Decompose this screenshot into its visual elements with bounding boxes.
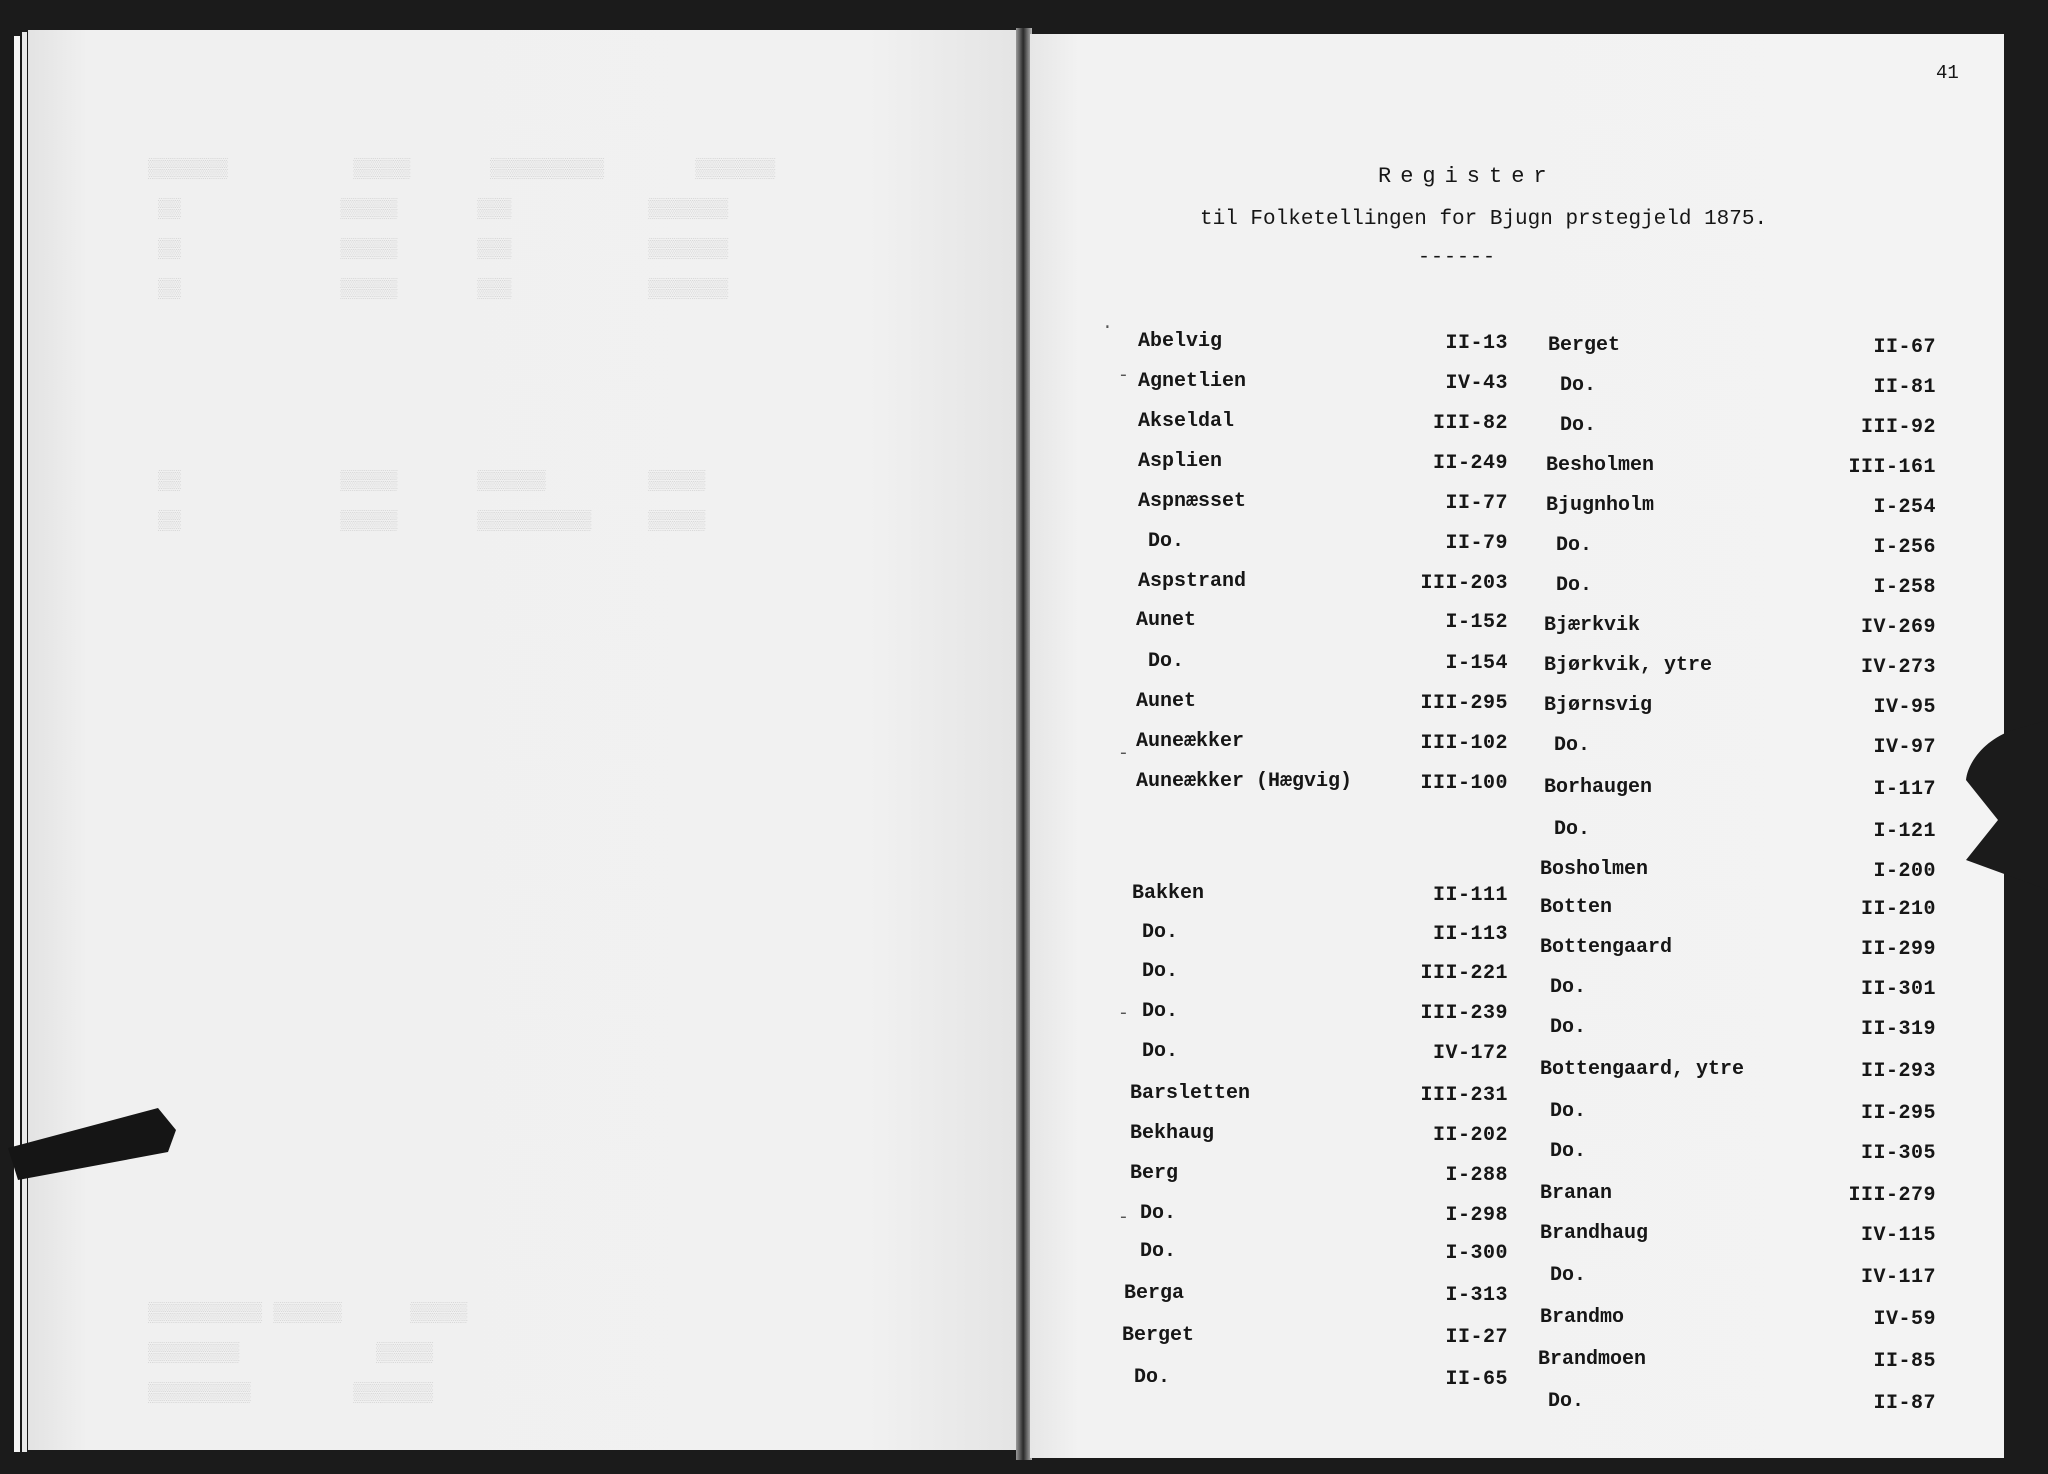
place-name: Barsletten [1130,1082,1251,1105]
census-reference: I-258 [1873,576,1936,599]
census-reference: II-319 [1860,1018,1936,1041]
census-reference: I-200 [1873,860,1936,883]
place-name: Brandmoen [1538,1348,1647,1371]
place-name: Do. [1556,574,1593,597]
place-name: Do. [1142,1000,1179,1023]
census-reference: I-300 [1445,1242,1508,1265]
bleed-through-text: ▒▒ ▒▒▒▒▒ ▒▒▒▒▒▒▒▒▒▒ ▒▒▒▒▒ [158,510,706,532]
bleed-through-text: ▒▒ ▒▒▒▒▒ ▒▒▒ ▒▒▒▒▒▒▒ [158,238,729,260]
place-name: Do. [1134,1366,1171,1389]
census-reference: III-279 [1848,1184,1936,1207]
place-name: Aspnæsset [1138,490,1247,513]
place-name: Do. [1560,414,1597,437]
bleed-through-text: ▒▒▒▒▒▒▒▒▒ ▒▒▒▒▒▒▒ [148,1382,434,1404]
place-name: Do. [1142,1040,1179,1063]
place-name: Do. [1550,1264,1587,1287]
title-rule: ------ [1418,246,1497,269]
place-name: Bjørkvik, ytre [1544,654,1713,677]
census-reference: III-295 [1420,692,1508,715]
census-reference: III-92 [1860,416,1936,439]
census-reference: III-221 [1420,962,1508,985]
census-reference: I-154 [1445,652,1508,675]
place-name: Aspstrand [1138,570,1247,593]
place-name: Besholmen [1546,454,1655,477]
place-name: Bekhaug [1130,1122,1215,1145]
place-name: Aunet [1136,609,1197,632]
register-title: Register [1378,164,1556,189]
census-reference: II-87 [1873,1392,1936,1415]
census-reference: II-305 [1860,1142,1936,1165]
census-reference: II-202 [1432,1124,1508,1147]
census-reference: II-85 [1873,1350,1936,1373]
place-name: Do. [1560,374,1597,397]
pen-mark: - [1118,744,1129,764]
place-name: Do. [1140,1202,1177,1225]
pen-mark: . [1102,314,1113,334]
census-reference: III-100 [1420,772,1508,795]
census-reference: II-299 [1860,938,1936,961]
place-name: Bottengaard [1540,936,1673,959]
place-name: Do. [1548,1390,1585,1413]
place-name: Aunet [1136,690,1197,713]
register-subtitle: til Folketellingen for Bjugn prstegjeld 1875. [1200,208,1768,231]
place-name: Bjørnsvig [1544,694,1653,717]
place-name: Do. [1554,734,1591,757]
place-name: Do. [1550,1140,1587,1163]
census-reference: II-249 [1432,452,1508,475]
place-name: Branan [1540,1182,1613,1205]
place-name: Bjugnholm [1546,494,1655,517]
place-name: Akseldal [1138,410,1235,433]
census-reference: II-301 [1860,978,1936,1001]
place-name: Do. [1556,534,1593,557]
place-name: Do. [1142,960,1179,983]
census-reference: II-79 [1445,532,1508,555]
census-reference: II-77 [1445,492,1508,515]
place-name: Bakken [1132,882,1205,905]
census-reference: IV-115 [1860,1224,1936,1247]
pen-mark: - [1118,1004,1129,1024]
place-name: Abelvig [1138,330,1223,353]
census-reference: I-121 [1873,820,1936,843]
place-name: Asplien [1138,450,1223,473]
bleed-through-text: ▒▒ ▒▒▒▒▒ ▒▒▒▒▒▒ ▒▒▒▒▒ [158,470,706,492]
place-name: Do. [1550,1100,1587,1123]
page-tab-notch [1958,720,2048,890]
census-reference: II-295 [1860,1102,1936,1125]
census-reference: IV-59 [1873,1308,1936,1331]
bleed-through-text: ▒▒▒▒▒▒▒▒▒▒ ▒▒▒▒▒▒ ▒▒▒▒▒ [148,1302,468,1324]
census-reference: III-231 [1420,1084,1508,1107]
place-name: Bosholmen [1540,858,1649,881]
census-reference: II-65 [1445,1368,1508,1391]
census-reference: II-293 [1860,1060,1936,1083]
census-reference: IV-172 [1432,1042,1508,1065]
place-name: Auneækker (Hægvig) [1136,770,1353,793]
census-reference: IV-97 [1873,736,1936,759]
census-reference: II-13 [1445,332,1508,355]
place-name: Do. [1554,818,1591,841]
place-name: Agnetlien [1138,370,1247,393]
bleed-through-text: ▒▒ ▒▒▒▒▒ ▒▒▒ ▒▒▒▒▒▒▒ [158,278,729,300]
place-name: Berget [1122,1324,1195,1347]
census-reference: I-298 [1445,1204,1508,1227]
census-reference: III-82 [1432,412,1508,435]
place-name: Do. [1148,530,1185,553]
census-reference: I-152 [1445,611,1508,634]
bleed-through-text: ▒▒ ▒▒▒▒▒ ▒▒▒ ▒▒▒▒▒▒▒ [158,198,729,220]
place-name: Borhaugen [1544,776,1653,799]
place-name: Bottengaard, ytre [1540,1058,1745,1081]
place-name: Brandmo [1540,1306,1625,1329]
census-reference: I-313 [1445,1284,1508,1307]
census-reference: III-102 [1420,732,1508,755]
pen-mark: - [1118,366,1129,386]
place-name: Berg [1130,1162,1179,1185]
pen-mark: - [1118,1208,1129,1228]
place-name: Do. [1142,921,1179,944]
left-page [28,30,1018,1450]
place-name: Do. [1550,976,1587,999]
census-reference: II-113 [1432,923,1508,946]
census-reference: I-288 [1445,1164,1508,1187]
census-reference: I-254 [1873,496,1936,519]
census-reference: IV-269 [1860,616,1936,639]
census-reference: III-203 [1420,572,1508,595]
census-reference: III-239 [1420,1002,1508,1025]
page-number: 41 [1936,62,1959,84]
place-name: Do. [1148,650,1185,673]
place-name: Auneækker [1136,730,1245,753]
binder-clip-shadow [8,1100,178,1180]
census-reference: II-27 [1445,1326,1508,1349]
census-reference: I-117 [1873,778,1936,801]
place-name: Berga [1124,1282,1185,1305]
census-reference: II-111 [1432,884,1508,907]
place-name: Do. [1550,1016,1587,1039]
place-name: Botten [1540,896,1613,919]
census-reference: II-210 [1860,898,1936,921]
census-reference: IV-95 [1873,696,1936,719]
census-reference: IV-273 [1860,656,1936,679]
census-reference: IV-117 [1860,1266,1936,1289]
place-name: Berget [1548,334,1621,357]
census-reference: II-81 [1873,376,1936,399]
page-edge-stack [22,32,27,1452]
bleed-through-text: ▒▒▒▒▒▒▒▒ ▒▒▒▒▒ [148,1342,434,1364]
place-name: Brandhaug [1540,1222,1649,1245]
page-edge-stack [14,36,20,1452]
census-reference: I-256 [1873,536,1936,559]
place-name: Do. [1140,1240,1177,1263]
census-reference: IV-43 [1445,372,1508,395]
census-reference: III-161 [1848,456,1936,479]
place-name: Bjærkvik [1544,614,1641,637]
census-reference: II-67 [1873,336,1936,359]
bleed-through-text: ▒▒▒▒▒▒▒ ▒▒▒▒▒ ▒▒▒▒▒▒▒▒▒▒ ▒▒▒▒▒▒▒ [148,158,776,180]
